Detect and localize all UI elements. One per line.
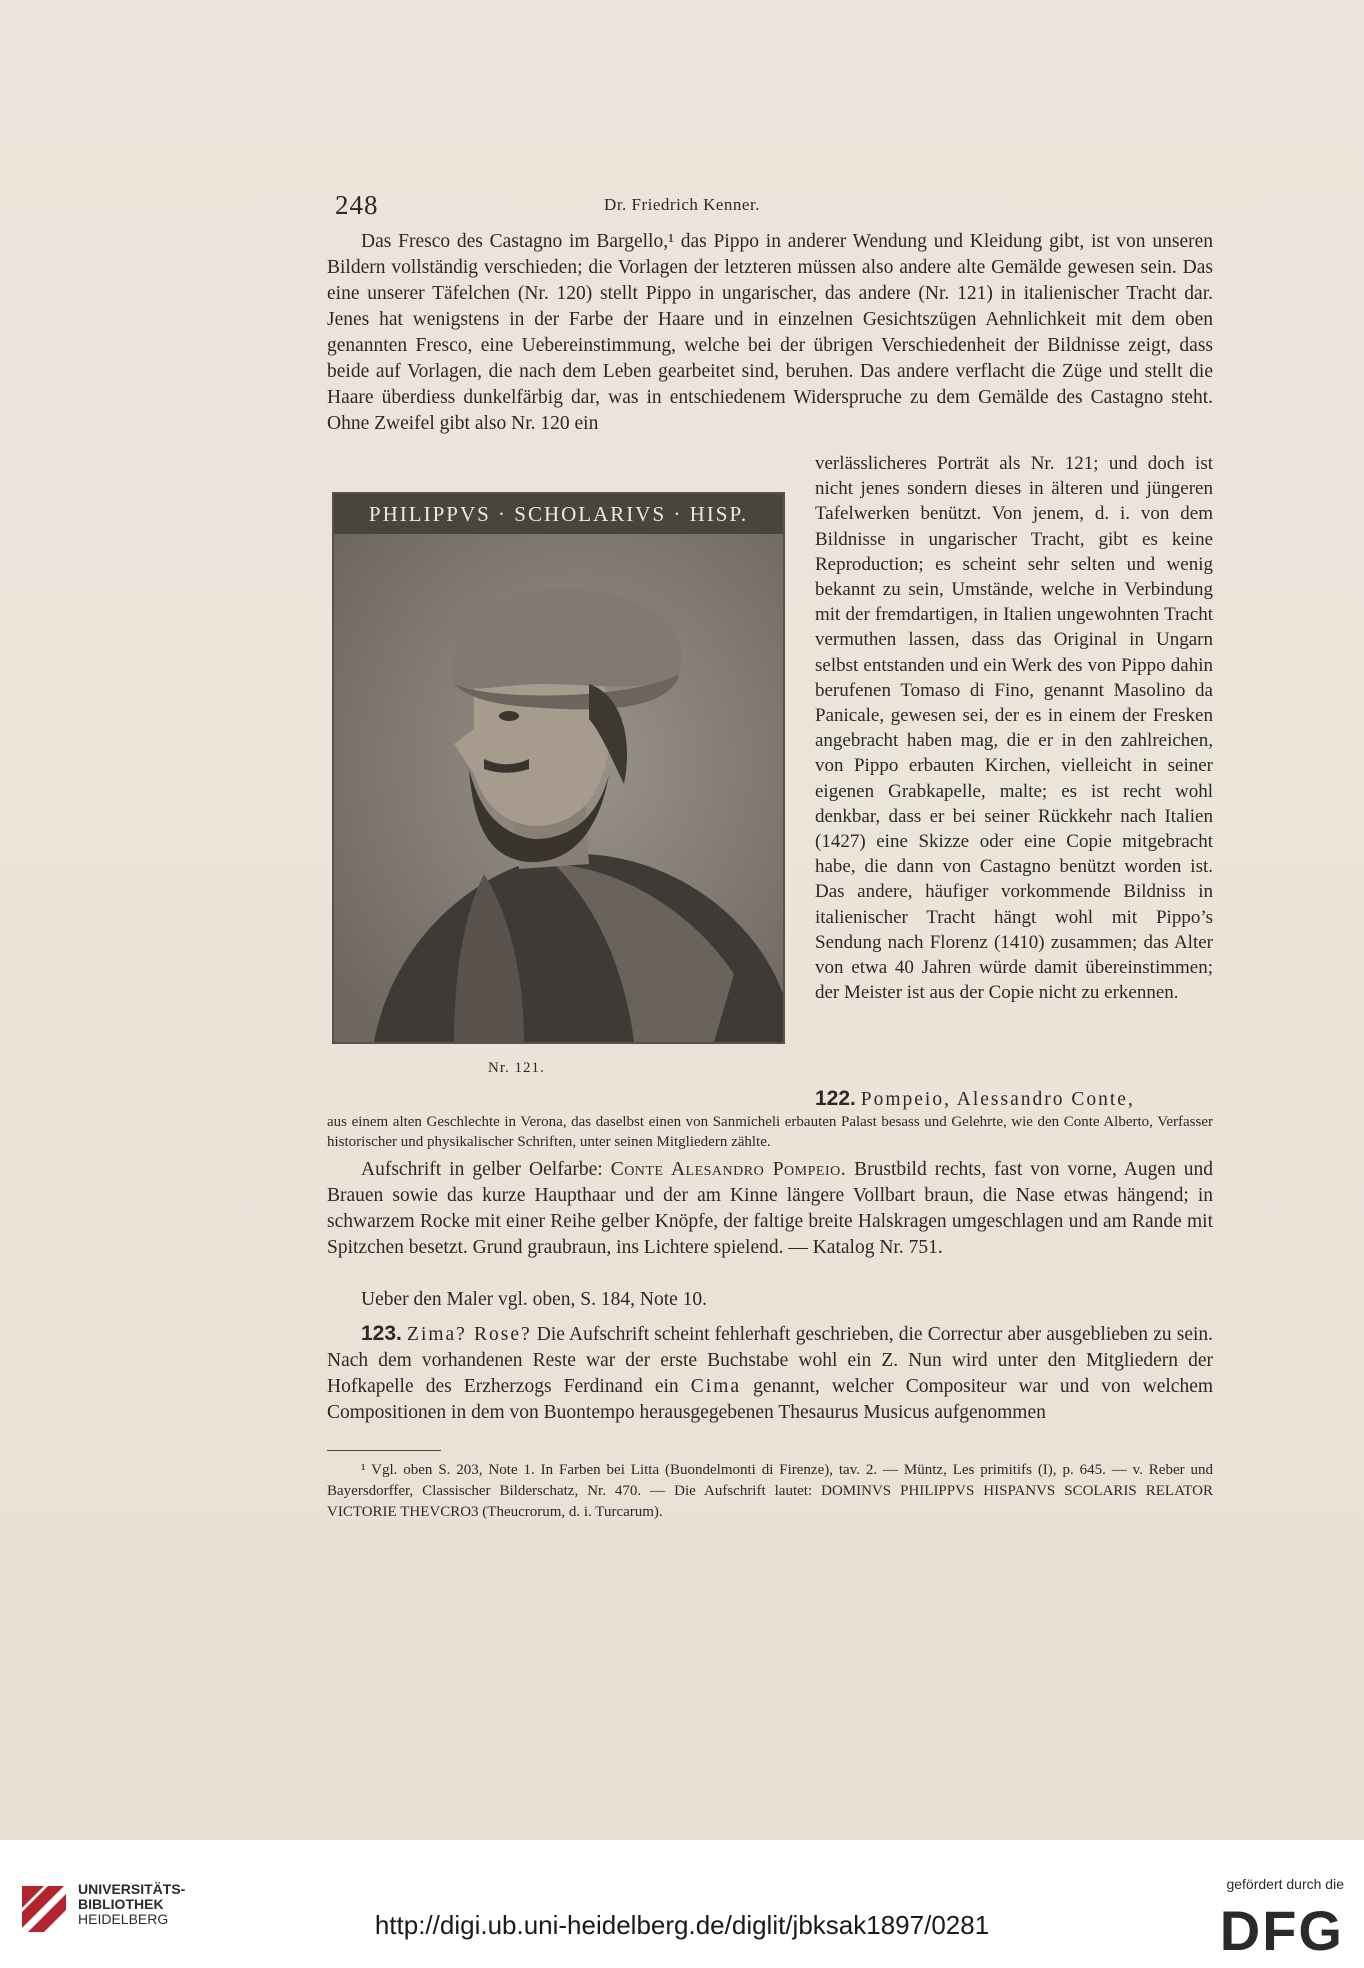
- entry-123-number: 123.: [361, 1322, 402, 1345]
- footnote-text: Vgl. oben S. 203, Note 1. In Farben bei Litta (Buondelmonti di Firenze), tav. 2. — Müntz, Les primitifs (I), p. 645. — v. Reber und Bayersdorffer, Classischer Bilderschatz, Nr. 470. — Die Aufschrift lautet: DOMINVS PHILIPPVS HISPANVS SCOLARIS RELATOR VICTORIE THEVCRO3 (Theucrorum, d. i. Turcarum).: [327, 1462, 1213, 1520]
- figure-caption: Nr. 121.: [488, 1060, 545, 1076]
- entry-122-painter-note: Ueber den Maler vgl. oben, S. 184, Note 10.: [361, 1289, 708, 1310]
- entry-122-body: Brustbild rechts, fast von vorne, Augen und Brauen sowie das kurze Haupthaar und der am Kinne längere Vollbart braun, die Nase etwas hängend; in schwarzem Rocke mit einer Reihe gelber Knöpfe, der faltige breite Halskragen umgeschlagen und am Rande mit Spitzchen besetzt. Grund graubraun, ins Lichtere spielend. — Katalog Nr. 751.: [327, 1159, 1214, 1258]
- library-line-1: UNIVERSITÄTS-: [78, 1881, 186, 1897]
- entry-122-inscription-prefix: Aufschrift in gelber Oelfarbe:: [361, 1159, 603, 1180]
- entry-123-name-cima: Cima: [690, 1376, 742, 1397]
- portrait-inscription: PHILIPPVS · SCHOLARIVS · HISP.: [334, 494, 783, 534]
- page-number: 248: [335, 190, 379, 220]
- footer-bar: [0, 1840, 1364, 1968]
- entry-122-text: [327, 1157, 1213, 1261]
- entry-122-description: aus einem alten Geschlechte in Verona, das daselbst einen von Sanmicheli erbauten Palast besass und Gelehrte, wie den Conte Alberto, Verfasser historischer und physikalischer Schriften, unter seinen Mitgliedern zählte.: [327, 1114, 1213, 1150]
- body-paragraph-1: Das Fresco des Castagno im Bargello,¹ das Pippo in anderer Wendung und Kleidung gibt, ist von unseren Bildern vollständig verschieden; die Vorlagen der letzteren müssen also andere alte Gemälde gewesen sein. Das eine unserer Täfelchen (Nr. 120) stellt Pippo in ungarischer, das andere (Nr. 121) in italienischer Tracht dar. Jenes hat wenigstens in der Farbe der Haare und in einzelnen Gesichtszügen Aehnlichkeit mit dem oben genannten Fresco, eine Uebereinstimmung, welche bei der übrigen Verschiedenheit der Bildnisse zeigt, dass beide auf Vorlagen, die nach dem Leben gearbeitet sind, beruhen. Das andere verflacht die Züge und stellt die Haare überdiess dunkelfärbig dar, was in entschiedenem Widerspruche zu dem Gemälde des Castagno steht. Ohne Zweifel gibt also Nr. 120 ein: [327, 231, 1213, 434]
- entry-122-number: 122.: [815, 1087, 856, 1110]
- running-title: Dr. Friedrich Kenner.: [604, 195, 760, 214]
- entry-123-text: Die Aufschrift scheint fehlerhaft geschrieben, die Correctur aber ausgeblieben zu sein. Nach dem vorhandenen Reste war der erste Buchstabe wohl ein Z. Nun wird unter den Mitgliedern der Hofkapelle des Erzherzogs Ferdinand ein: [327, 1324, 1214, 1397]
- permalink-url[interactable]: http://digi.ub.uni-heidelberg.de/diglit/jbksak1897/0281: [374, 1910, 990, 1940]
- footnote-rule: [327, 1450, 441, 1451]
- portrait-image: [334, 534, 783, 1042]
- library-line-3: HEIDELBERG: [78, 1911, 169, 1927]
- library-line-2: BIBLIOTHEK: [78, 1896, 164, 1912]
- entry-123-text-end: genannt, welcher Compositeur war und von welchem Compositionen in dem von Buontempo herausgegebenen Thesaurus Musicus aufgenommen: [327, 1376, 1214, 1423]
- entry-123-name: Zima? Rose?: [407, 1324, 532, 1345]
- entry-123: [327, 1321, 1213, 1426]
- body-paragraph-2: verlässlicheres Porträt als Nr. 121; und doch ist nicht jenes sondern dieses in älteren und jüngeren Tafelwerken benützt. Von jenem, d. i. von dem Bildnisse in ungarischer Tracht, gibt es keine Reproduction; es scheint sehr selten und wenig bekannt zu sein, Umstände, welche in Verbindung mit der fremdartigen, in Italien ungewohnten Tracht vermuthen lassen, dass das Original in Ungarn selbst entstanden und ein Werk des von Pippo dahin berufenen Tomaso di Fino, genannt Masolino da Panicale, gewesen sei, der es in einem der Fresken angebracht haben mag, die er in den zahlreichen, von Pippo erbauten Kirchen, vielleicht in seiner eigenen Grabkapelle, malte; es ist recht wohl denkbar, dass er bei seiner Rückkehr nach Italien (1427) eine Skizze oder eine Copie mitgebracht habe, die dann von Castagno benützt worden ist. Das andere, häufiger vorkommende Bildniss in italienischer Tracht hängt wohl mit Pippo’s Sendung nach Florenz (1410) zusammen; das Alter von etwa 40 Jahren würde damit übereinstimmen; der Meister ist aus der Copie nicht zu erkennen.: [815, 453, 1213, 1004]
- entry-122-inscription: Conte Alesandro Pompeio.: [610, 1159, 847, 1180]
- entry-122-name: Pompeio, Alessandro Conte,: [860, 1089, 1135, 1110]
- portrait-figure: [332, 492, 785, 1044]
- footnote: [327, 1460, 1213, 1523]
- funded-by-label: gefördert durch die: [1226, 1876, 1344, 1892]
- dfg-logo: DFG: [1219, 1899, 1344, 1962]
- entry-122-heading: [815, 1086, 1215, 1113]
- footnote-marker: ¹: [361, 1462, 366, 1478]
